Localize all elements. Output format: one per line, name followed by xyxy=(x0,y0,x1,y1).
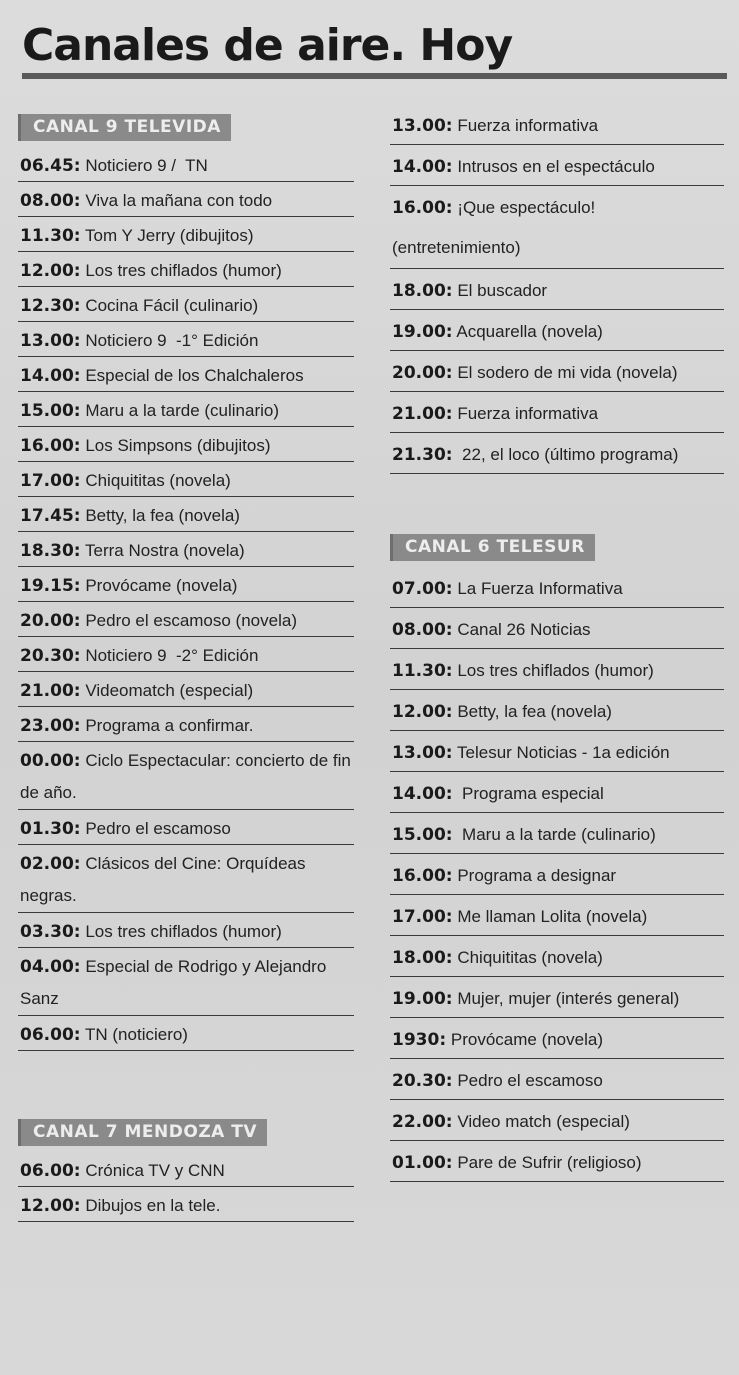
program-title: Tom Y Jerry (dibujitos) xyxy=(80,226,254,245)
program-title: Noticiero 9 -2° Edición xyxy=(80,646,259,665)
time-separator: : xyxy=(73,1196,81,1216)
program-title: El sodero de mi vida (novela) xyxy=(452,363,678,382)
program-title: Los tres chiflados (humor) xyxy=(452,661,654,680)
title-divider xyxy=(22,73,727,79)
program-title: Pedro el escamoso (novela) xyxy=(80,611,297,630)
program-time: 01.30 xyxy=(20,819,74,839)
program-time: 1930 xyxy=(392,1030,440,1050)
time-separator: : xyxy=(445,743,453,763)
program-time: 16.00 xyxy=(20,436,74,456)
time-separator: : xyxy=(445,157,453,177)
program-entry xyxy=(18,392,354,427)
program-title: Canal 26 Noticias xyxy=(452,620,591,639)
program-entry xyxy=(390,567,724,608)
program-time: 06.45 xyxy=(20,156,74,176)
program-entry xyxy=(390,1100,724,1141)
program-title: Videomatch (especial) xyxy=(80,681,254,700)
program-time: 21.00 xyxy=(392,404,446,424)
program-time: 21.00 xyxy=(20,681,74,701)
program-time: 03.30 xyxy=(20,922,74,942)
program-title: Betty, la fea (novela) xyxy=(80,506,240,525)
program-title: Programa especial xyxy=(452,784,604,803)
right-column xyxy=(390,104,724,1182)
time-separator: : xyxy=(73,226,81,246)
time-separator: : xyxy=(73,611,81,631)
canal-7-listing xyxy=(18,1152,354,1222)
program-entry xyxy=(390,433,724,474)
time-separator: : xyxy=(73,191,81,211)
program-entry xyxy=(18,810,354,845)
time-separator: : xyxy=(445,907,453,927)
program-time: 13.00 xyxy=(20,331,74,351)
program-title: Noticiero 9 -1° Edición xyxy=(80,331,259,350)
program-entry xyxy=(18,1016,354,1051)
program-title: Crónica TV y CNN xyxy=(80,1161,225,1180)
time-separator: : xyxy=(445,784,453,804)
program-entry xyxy=(18,602,354,637)
time-separator: : xyxy=(73,261,81,281)
program-title: Fuerza informativa xyxy=(452,404,599,423)
program-entry xyxy=(390,813,724,854)
program-time: 14.00 xyxy=(392,157,446,177)
program-entry xyxy=(18,672,354,707)
time-separator: : xyxy=(73,331,81,351)
program-time: 17.45 xyxy=(20,506,74,526)
program-entry xyxy=(18,322,354,357)
time-separator: : xyxy=(73,646,81,666)
program-time: 19.00 xyxy=(392,989,446,1009)
program-title: Ciclo Espectacular: concierto de fin de año. xyxy=(20,751,356,802)
time-separator: : xyxy=(73,957,81,977)
channel-header-canal-7: CANAL 7 MENDOZA TV xyxy=(18,1119,267,1146)
time-separator: : xyxy=(73,401,81,421)
program-time: 13.00 xyxy=(392,116,446,136)
time-separator: : xyxy=(445,989,453,1009)
time-separator: : xyxy=(73,1025,81,1045)
program-title: Chiquititas (novela) xyxy=(452,948,603,967)
program-title: Programa a designar xyxy=(452,866,617,885)
program-entry xyxy=(390,690,724,731)
program-time: 21.30 xyxy=(392,445,446,465)
canal-9-listing xyxy=(18,147,354,1051)
program-title: Los tres chiflados (humor) xyxy=(80,922,282,941)
program-time: 14.00 xyxy=(392,784,446,804)
program-time: 16.00 xyxy=(392,198,446,218)
program-time: 04.00 xyxy=(20,957,74,977)
program-time: 08.00 xyxy=(20,191,74,211)
canal-6-listing xyxy=(390,567,724,1182)
program-entry xyxy=(390,977,724,1018)
program-time: 11.30 xyxy=(20,226,74,246)
program-entry xyxy=(18,147,354,182)
time-separator: : xyxy=(73,751,81,771)
program-time: 00.00 xyxy=(20,751,74,771)
time-separator: : xyxy=(73,436,81,456)
program-title: Los Simpsons (dibujitos) xyxy=(80,436,271,455)
program-entry xyxy=(18,427,354,462)
program-time: 18.30 xyxy=(20,541,74,561)
program-title: Betty, la fea (novela) xyxy=(452,702,612,721)
program-time: 12.00 xyxy=(20,261,74,281)
page-title: Canales de aire. Hoy xyxy=(22,20,513,71)
program-title: ¡Que espectáculo! (entretenimiento) xyxy=(392,198,601,257)
program-entry xyxy=(390,269,724,310)
program-time: 11.30 xyxy=(392,661,446,681)
program-title: Mujer, mujer (interés general) xyxy=(452,989,680,1008)
program-entry xyxy=(390,1018,724,1059)
time-separator: : xyxy=(73,366,81,386)
program-entry xyxy=(390,608,724,649)
program-title: Maru a la tarde (culinario) xyxy=(452,825,656,844)
program-time: 08.00 xyxy=(392,620,446,640)
program-title: El buscador xyxy=(452,281,548,300)
program-time: 14.00 xyxy=(20,366,74,386)
program-entry xyxy=(390,1141,724,1182)
program-title: Me llaman Lolita (novela) xyxy=(452,907,648,926)
canal-9-listing-continued xyxy=(390,104,724,474)
program-title: Chiquititas (novela) xyxy=(80,471,231,490)
time-separator: : xyxy=(445,198,453,218)
program-time: 16.00 xyxy=(392,866,446,886)
program-entry xyxy=(18,742,354,810)
time-separator: : xyxy=(445,1071,453,1091)
program-entry xyxy=(390,854,724,895)
program-entry xyxy=(390,310,724,351)
program-time: 17.00 xyxy=(392,907,446,927)
program-time: 15.00 xyxy=(20,401,74,421)
program-entry xyxy=(390,104,724,145)
program-time: 15.00 xyxy=(392,825,446,845)
program-entry xyxy=(18,357,354,392)
program-title: Noticiero 9 / TN xyxy=(80,156,208,175)
time-separator: : xyxy=(73,506,81,526)
program-entry xyxy=(18,567,354,602)
program-entry xyxy=(390,649,724,690)
time-separator: : xyxy=(73,296,81,316)
time-separator: : xyxy=(73,1161,81,1181)
time-separator: : xyxy=(445,281,453,301)
program-time: 20.30 xyxy=(392,1071,446,1091)
time-separator: : xyxy=(73,576,81,596)
program-entry xyxy=(390,936,724,977)
program-entry xyxy=(18,1187,354,1222)
program-title: Los tres chiflados (humor) xyxy=(80,261,282,280)
program-title: Especial de los Chalchaleros xyxy=(80,366,304,385)
program-time: 18.00 xyxy=(392,281,446,301)
time-separator: : xyxy=(445,322,453,342)
program-title: Provócame (novela) xyxy=(80,576,238,595)
program-entry xyxy=(18,707,354,742)
time-separator: : xyxy=(445,1153,453,1173)
time-separator: : xyxy=(445,702,453,722)
time-separator: : xyxy=(73,922,81,942)
program-time: 06.00 xyxy=(20,1025,74,1045)
program-entry xyxy=(18,532,354,567)
program-time: 17.00 xyxy=(20,471,74,491)
program-title: Dibujos en la tele. xyxy=(80,1196,221,1215)
channel-header-canal-9: CANAL 9 TELEVIDA xyxy=(18,114,231,141)
program-entry xyxy=(18,637,354,672)
program-title: Especial de Rodrigo y Alejandro Sanz xyxy=(20,957,332,1008)
program-title: Pedro el escamoso xyxy=(80,819,231,838)
program-entry xyxy=(18,217,354,252)
program-title: Pedro el escamoso xyxy=(452,1071,603,1090)
program-time: 12.30 xyxy=(20,296,74,316)
time-separator: : xyxy=(445,363,453,383)
time-separator: : xyxy=(445,866,453,886)
program-time: 12.00 xyxy=(392,702,446,722)
program-title: Video match (especial) xyxy=(452,1112,630,1131)
program-time: 02.00 xyxy=(20,854,74,874)
program-entry xyxy=(390,145,724,186)
program-title: La Fuerza Informativa xyxy=(452,579,623,598)
program-time: 12.00 xyxy=(20,1196,74,1216)
program-time: 06.00 xyxy=(20,1161,74,1181)
program-title: Pare de Sufrir (religioso) xyxy=(452,1153,642,1172)
program-title: Clásicos del Cine: Orquídeas negras. xyxy=(20,854,311,905)
time-separator: : xyxy=(445,825,453,845)
program-time: 19.00 xyxy=(392,322,446,342)
program-entry xyxy=(390,186,724,269)
time-separator: : xyxy=(439,1030,447,1050)
program-title: Programa a confirmar. xyxy=(80,716,254,735)
time-separator: : xyxy=(445,116,453,136)
program-entry xyxy=(18,845,354,913)
program-title: Intrusos en el espectáculo xyxy=(452,157,655,176)
program-time: 20.30 xyxy=(20,646,74,666)
program-title: Cocina Fácil (culinario) xyxy=(80,296,259,315)
program-title: TN (noticiero) xyxy=(80,1025,188,1044)
program-time: 23.00 xyxy=(20,716,74,736)
program-entry xyxy=(18,913,354,948)
program-entry xyxy=(390,772,724,813)
program-time: 19.15 xyxy=(20,576,74,596)
time-separator: : xyxy=(73,541,81,561)
program-entry xyxy=(390,1059,724,1100)
time-separator: : xyxy=(73,471,81,491)
program-entry xyxy=(390,731,724,772)
time-separator: : xyxy=(445,948,453,968)
program-entry xyxy=(18,948,354,1016)
program-time: 22.00 xyxy=(392,1112,446,1132)
program-title: Fuerza informativa xyxy=(452,116,599,135)
program-time: 01.00 xyxy=(392,1153,446,1173)
program-title: Terra Nostra (novela) xyxy=(80,541,245,560)
time-separator: : xyxy=(73,156,81,176)
time-separator: : xyxy=(73,716,81,736)
channel-header-canal-6: CANAL 6 TELESUR xyxy=(390,534,595,561)
program-title: Maru a la tarde (culinario) xyxy=(80,401,280,420)
program-title: Telesur Noticias - 1a edición xyxy=(452,743,670,762)
left-column xyxy=(18,114,354,1222)
program-entry xyxy=(390,392,724,433)
time-separator: : xyxy=(73,819,81,839)
program-entry xyxy=(18,462,354,497)
program-entry xyxy=(18,252,354,287)
program-time: 18.00 xyxy=(392,948,446,968)
program-time: 07.00 xyxy=(392,579,446,599)
program-entry xyxy=(18,1152,354,1187)
time-separator: : xyxy=(445,579,453,599)
program-entry xyxy=(390,351,724,392)
time-separator: : xyxy=(445,661,453,681)
program-entry xyxy=(18,287,354,322)
program-title: Provócame (novela) xyxy=(446,1030,603,1049)
time-separator: : xyxy=(445,445,453,465)
time-separator: : xyxy=(445,1112,453,1132)
program-time: 20.00 xyxy=(392,363,446,383)
program-title: Viva la mañana con todo xyxy=(80,191,273,210)
program-entry xyxy=(18,497,354,532)
program-title: Acquarella (novela) xyxy=(452,322,603,341)
program-entry xyxy=(18,182,354,217)
program-time: 13.00 xyxy=(392,743,446,763)
time-separator: : xyxy=(445,620,453,640)
time-separator: : xyxy=(73,681,81,701)
program-title: 22, el loco (último programa) xyxy=(452,445,679,464)
program-entry xyxy=(390,895,724,936)
time-separator: : xyxy=(445,404,453,424)
time-separator: : xyxy=(73,854,81,874)
program-time: 20.00 xyxy=(20,611,74,631)
